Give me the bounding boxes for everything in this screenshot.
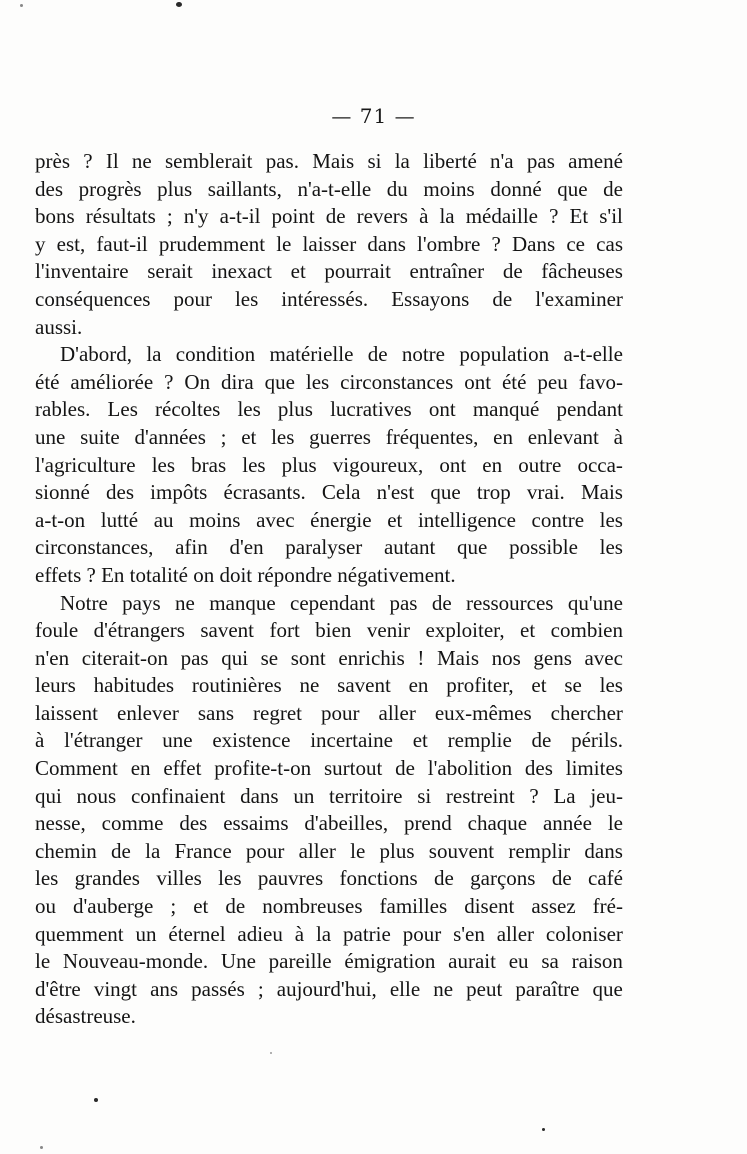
body-text [35,148,623,1031]
text-line: été améliorée ? On dira que les circonstances ont été peu favo- [35,369,623,394]
text-line: les grandes villes les pauvres fonctions de garçons de café [35,866,623,891]
paragraph-3 [35,590,623,1032]
text-line: leurs habitudes routinières ne savent en profiter, et se les [35,673,623,698]
text-line: Notre pays ne manque cependant pas de ressources qu'une [60,590,623,615]
text-line: quemment un éternel adieu à la patrie pour s'en aller coloniser [35,921,623,946]
text-line: près ? Il ne semblerait pas. Mais si la liberté n'a pas amené [35,149,623,173]
text-line: a-t-on lutté au moins avec énergie et intelligence contre les [35,507,623,532]
text-line: d'être vingt ans passés ; aujourd'hui, elle ne peut paraître que [35,976,623,1001]
paragraph-2 [35,341,623,589]
text-line: circonstances, afin d'en paralyser autant que possible les [35,535,623,560]
text-line: le Nouveau-monde. Une pareille émigration aurait eu sa raison [35,949,623,974]
text-line: l'agriculture les bras les plus vigoureux, ont en outre occa- [35,452,623,477]
page-number: — 71 — [331,104,416,128]
scan-speck [94,1098,98,1102]
text-line: laissent enlever sans regret pour aller eux-mêmes chercher [35,700,623,725]
text-line: nesse, comme des essaims d'abeilles, prend chaque année le [35,811,623,836]
text-line: chemin de la France pour aller le plus souvent remplir dans [35,838,623,863]
text-line: D'abord, la condition matérielle de notre population a-t-elle [60,342,623,367]
scan-speck [542,1128,545,1131]
scan-speck [40,1146,43,1149]
text-line: désastreuse. [35,1004,136,1029]
text-line: aussi. [35,314,83,339]
text-line: l'inventaire serait inexact et pourrait entraîner de fâcheuses [35,259,623,284]
paragraph-1 [35,148,623,341]
text-line: foule d'étrangers savent fort bien venir exploiter, et combien [35,618,623,643]
text-line: y est, faut-il prudemment le laisser dans l'ombre ? Dans ce cas [35,231,623,256]
text-line: n'en citerait-on pas qui se sont enrichis ! Mais nos gens avec [35,645,623,670]
text-line: des progrès plus saillants, n'a-t-elle du moins donné que de [35,176,623,201]
scan-speck [20,4,23,7]
text-line: ou d'auberge ; et de nombreuses familles disent assez fré- [35,894,623,919]
text-line: à l'étranger une existence incertaine et remplie de périls. [35,728,623,753]
text-line: effets ? En totalité on doit répondre négativement. [35,562,456,587]
scan-speck [270,1052,272,1054]
text-line: rables. Les récoltes les plus lucratives ont manqué pendant [35,397,623,422]
text-line: sionné des impôts écrasants. Cela n'est que trop vrai. Mais [35,480,623,505]
text-line: Comment en effet profite-t-on surtout de l'abolition des limites [35,756,623,781]
text-line: une suite d'années ; et les guerres fréquentes, en enlevant à [35,424,623,449]
text-line: qui nous confinaient dans un territoire si restreint ? La jeu- [35,783,623,808]
text-line: conséquences pour les intéressés. Essayons de l'examiner [35,286,623,311]
text-line: bons résultats ; n'y a-t-il point de revers à la médaille ? Et s'il [35,204,623,229]
scan-speck [176,2,182,7]
